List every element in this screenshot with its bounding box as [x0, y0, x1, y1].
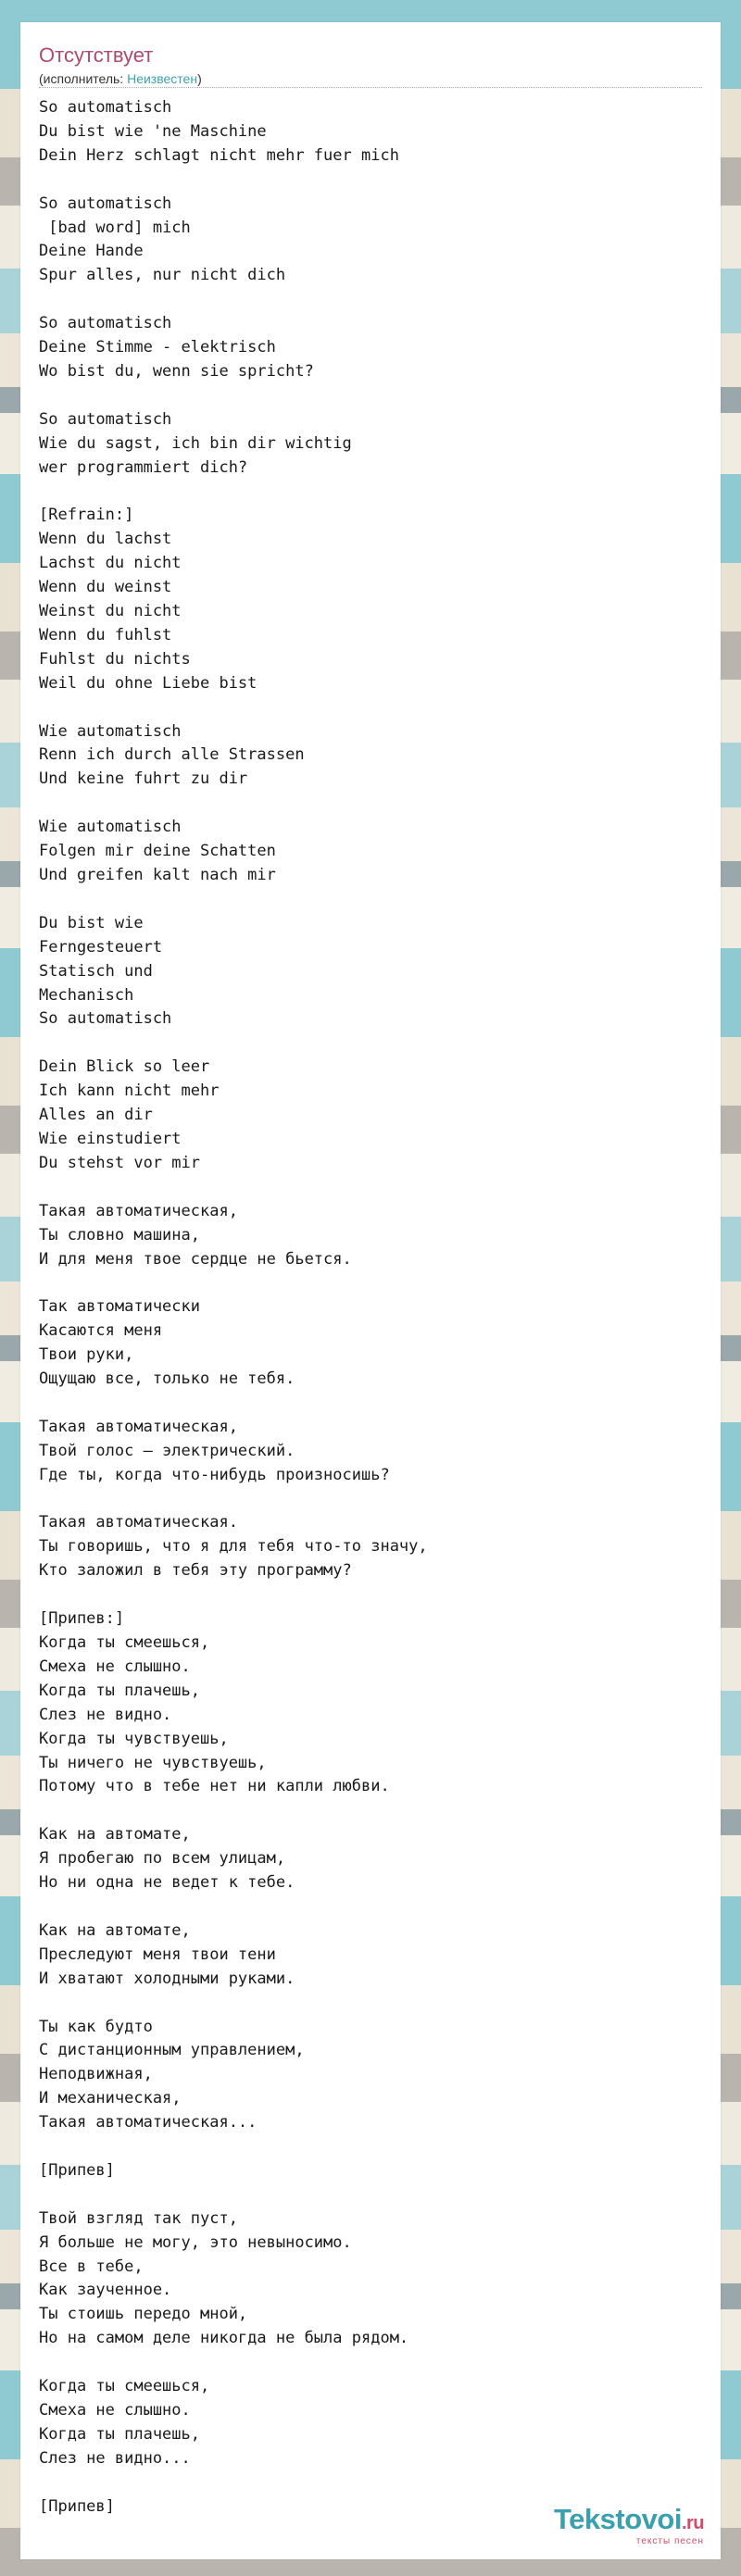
logo-wordmark [554, 2505, 704, 2538]
song-title: Отсутствует [39, 44, 154, 67]
artist-line [39, 70, 702, 87]
header-divider [39, 87, 702, 88]
logo-tagline: тексты песен [635, 2536, 704, 2546]
site-logo[interactable] [554, 2505, 704, 2546]
artist-prefix: (исполнитель: [39, 71, 128, 86]
logo-suffix: .ru [681, 2513, 704, 2533]
artist-link[interactable]: Неизвестен [127, 71, 198, 86]
logo-main-text: Tekstovoi [554, 2503, 682, 2535]
lyrics-sheet [20, 22, 721, 2559]
lyrics-text: So automatisch Du bist wie 'ne Maschine Dein Herz schlagt nicht mehr fuer mich So automatisch [bad word] mich Deine Hande Spur alles, nur nicht dich So automatisch Deine Stimme - elektrisch Wo bist du, wenn sie spricht? So automatisch Wie du sagst, ich bin dir wichtig wer programmiert dich? [Refrain:] Wenn du lachst Lachst du nicht Wenn du weinst Weinst du nicht Wenn du fuhlst Fuhlst du nichts Weil du ohne Liebe bist Wie automatisch Renn ich durch alle Strassen Und keine fuhrt zu dir Wie automatisch Folgen mir deine Schatten Und greifen kalt nach mir Du bist wie Ferngesteuert Statisch und Mechanisch So automatisch Dein Blick so leer Ich kann nicht mehr Alles an dir Wie einstudiert Du stehst vor mir Такая автоматическая, Ты словно машина, И для меня твое сердце не бьется. Так автоматически Касаются меня Твои руки, Ощущаю все, только не тебя. Такая автоматическая, Твой голос – электрический. Где ты, когда что-нибудь произносишь? Такая автоматическая. Ты говоришь, что я для тебя что-то значу, Кто заложил в тебя эту программу? [Припев:] Когда ты смеешься, Смеха не слышно. Когда ты плачешь, Слез не видно. Когда ты чувствуешь, Ты ничего не чувствуешь, Потому что в тебе нет ни капли любви. Как на автомате, Я пробегаю по всем улицам, Но ни одна не ведет к тебе. Как на автомате, Преследуют меня твои тени И хватают холодными руками. Ты как будто С дистанционным управлением, Неподвижная, И механическая, Такая автоматическая... [Припев] Твой взгляд так пуст, Я больше не могу, это невыносимо. Все в тебе, Как заученное. Ты стоишь передо мной, Но на самом деле никогда не была рядом. Когда ты смеешься, Смеха не слышно. Когда ты плачешь, Слез не видно... [Припев] [39, 98, 428, 2516]
artist-suffix: ) [197, 71, 202, 86]
